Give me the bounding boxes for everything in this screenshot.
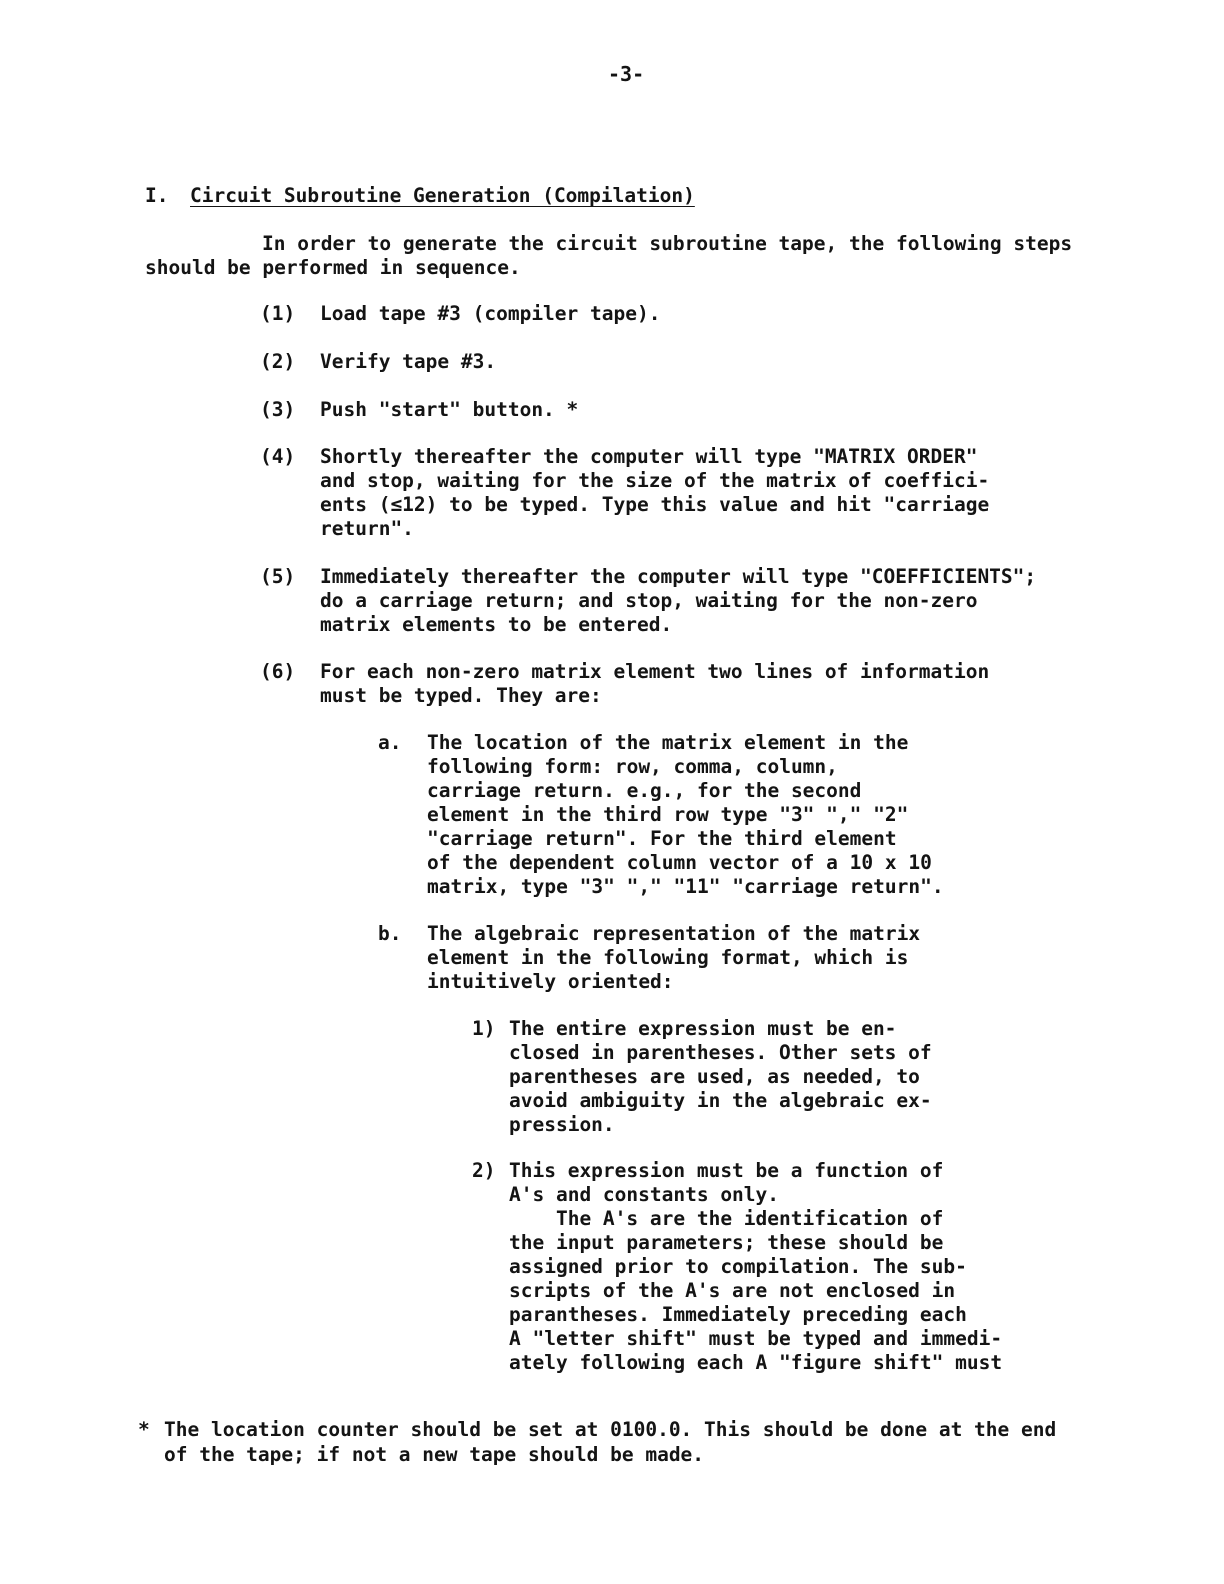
step-text: and stop, waiting for the size of the matrix of coeffici- (320, 469, 990, 492)
substep-text: of the dependent column vector of a 10 x 10 (427, 851, 932, 874)
rule-number: 2) (472, 1159, 496, 1182)
rule-text: scripts of the A's are not enclosed in (509, 1279, 956, 1302)
rule-text: assigned prior to compilation. The sub- (509, 1255, 967, 1278)
rule-text: pression. (509, 1113, 615, 1136)
section-numeral: I. (145, 184, 169, 207)
step-number: (3) (260, 398, 296, 421)
step-text: Push "start" button. * (320, 398, 579, 421)
footnote-text: The location counter should be set at 0100.0. This should be done at the end (164, 1418, 1057, 1441)
step-text: do a carriage return; and stop, waiting for the non-zero (320, 589, 978, 612)
substep-letter: b. (378, 922, 402, 945)
substep-letter: a. (378, 731, 402, 754)
step-text: matrix elements to be entered. (320, 613, 673, 636)
substep-text: The location of the matrix element in the (427, 731, 909, 754)
substep-text: element in the third row type "3" "," "2" (427, 803, 909, 826)
step-text: Immediately thereafter the computer will type "COEFFICIENTS"; (320, 565, 1037, 588)
rule-text: avoid ambiguity in the algebraic ex- (509, 1089, 932, 1112)
page-number: -3- (608, 62, 645, 86)
rule-text: parentheses are used, as needed, to (509, 1065, 920, 1088)
substep-text: intuitively oriented: (427, 970, 674, 993)
step-text: Verify tape #3. (320, 350, 497, 373)
step-text: must be typed. They are: (320, 684, 602, 707)
intro-line: should be performed in sequence. (145, 256, 521, 279)
substep-text: carriage return. e.g., for the second (427, 779, 862, 802)
step-number: (6) (260, 660, 296, 683)
step-text: Load tape #3 (compiler tape). (320, 302, 661, 325)
rule-text: A "letter shift" must be typed and immedi- (509, 1327, 1003, 1350)
step-text: return". (320, 517, 414, 540)
rule-text: closed in parentheses. Other sets of (509, 1041, 932, 1064)
substep-text: matrix, type "3" "," "11" "carriage return". (427, 875, 944, 898)
rule-number: 1) (472, 1017, 496, 1040)
rule-text: the input parameters; these should be (509, 1231, 944, 1254)
step-number: (4) (260, 445, 296, 468)
step-number: (2) (260, 350, 296, 373)
step-number: (5) (260, 565, 296, 588)
substep-text: The algebraic representation of the matrix (427, 922, 921, 945)
rule-text: A's and constants only. (509, 1183, 780, 1206)
rule-text: parantheses. Immediately preceding each (509, 1303, 967, 1326)
rule-text: This expression must be a function of (509, 1159, 944, 1182)
step-text: For each non-zero matrix element two lines of information (320, 660, 990, 683)
substep-text: "carriage return". For the third element (427, 827, 897, 850)
rule-text: The entire expression must be en- (509, 1017, 897, 1040)
footnote-marker: * (138, 1418, 150, 1441)
step-number: (1) (260, 302, 296, 325)
section-title: Circuit Subroutine Generation (Compilation) (190, 184, 695, 207)
rule-text: The A's are the identification of (509, 1207, 944, 1230)
footnote-text: of the tape; if not a new tape should be made. (164, 1443, 705, 1466)
substep-text: element in the following format, which is (427, 946, 909, 969)
substep-text: following form: row, comma, column, (427, 755, 838, 778)
step-text: Shortly thereafter the computer will type "MATRIX ORDER" (320, 445, 978, 468)
intro-line: In order to generate the circuit subroutine tape, the following steps (262, 232, 1073, 255)
step-text: ents (≤12) to be typed. Type this value and hit "carriage (320, 493, 990, 516)
rule-text: ately following each A "figure shift" must (509, 1351, 1003, 1374)
